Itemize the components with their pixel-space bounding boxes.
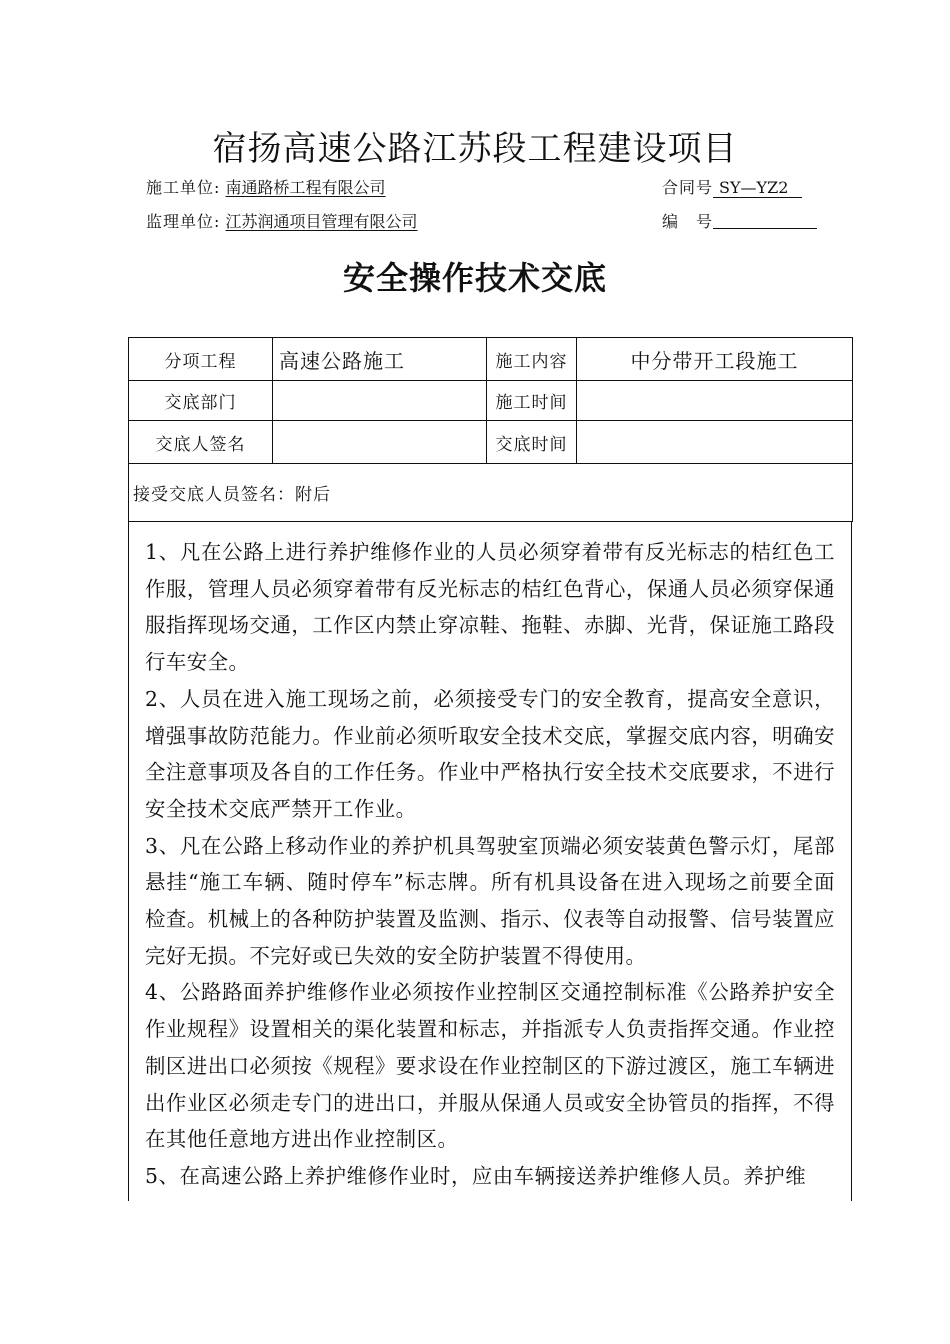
- project-title: 宿扬高速公路江苏段工程建设项目: [212, 129, 738, 169]
- contract-value: SY—YZ2: [713, 179, 802, 198]
- sub-project-label: 分项工程: [129, 338, 273, 381]
- brief-time-value: [577, 421, 853, 464]
- contract-row: [662, 177, 802, 199]
- contract-label: 合同号: [662, 178, 714, 197]
- dept-value: [273, 381, 487, 421]
- time-label: 施工时间: [487, 381, 577, 421]
- supervision-unit-value: 江苏润通项目管理有限公司: [225, 212, 418, 231]
- table-row: [129, 338, 853, 381]
- content-value: 中分带开工段施工: [577, 338, 853, 381]
- document-title: 安全操作技术交底: [342, 259, 607, 297]
- info-table: [128, 337, 853, 522]
- construction-unit-row: [146, 177, 386, 199]
- number-field: [713, 212, 817, 229]
- supervision-unit-label: 监理单位:: [146, 212, 221, 231]
- dept-label: 交底部门: [129, 381, 273, 421]
- signer-value: [273, 421, 487, 464]
- content-label: 施工内容: [487, 338, 577, 381]
- number-row: [662, 211, 817, 233]
- signer-label: 交底人签名: [129, 421, 273, 464]
- paragraph-1: 1、凡在公路上进行养护维修作业的人员必须穿着带有反光标志的桔红色工作服，管理人员必须穿着带有反光标志的桔红色背心，保通人员必须穿保通服指挥现场交通，工作区内禁止穿凉鞋、拖鞋、赤脚、光背，保证施工路段行车安全。: [145, 540, 835, 675]
- time-value: [577, 381, 853, 421]
- construction-unit-value: 南通路桥工程有限公司: [225, 178, 386, 197]
- table-row: [129, 421, 853, 464]
- receivers-signature: 接受交底人员签名：附后: [129, 464, 853, 522]
- table-row: [129, 381, 853, 421]
- table-row: [129, 464, 853, 522]
- construction-unit-label: 施工单位:: [146, 178, 221, 197]
- paragraph-4: 4、公路路面养护维修作业必须按作业控制区交通控制标准《公路养护安全作业规程》设置相关的渠化装置和标志，并指派专人负责指挥交通。作业控制区进出口必须按《规程》要求设在作业控制区的下游过渡区，施工车辆进出作业区必须走专门的进出口，并服从保通人员或安全协管员的指挥，不得在其他任意地方进出作业控制区。: [145, 980, 835, 1152]
- content-cell: [128, 521, 852, 1201]
- paragraph-2: 2、人员在进入施工现场之前，必须接受专门的安全教育，提高安全意识，增强事故防范能力。作业前必须听取安全技术交底，掌握交底内容，明确安全注意事项及各自的工作任务。作业中严格执行安全技术交底要求，不进行安全技术交底严禁开工作业。: [145, 686, 835, 821]
- number-label: 编 号: [662, 212, 714, 231]
- sub-project-value: 高速公路施工: [273, 338, 487, 381]
- paragraph-3: 3、凡在公路上移动作业的养护机具驾驶室顶端必须安装黄色警示灯，尾部悬挂“施工车辆、随时停车”标志牌。所有机具设备在进入现场之前要全面检查。机械上的各种防护装置及监测、指示、仪表等自动报警、信号装置应完好无损。不完好或已失效的安全防护装置不得使用。: [145, 833, 835, 968]
- paragraph-5: 5、在高速公路上养护维修作业时，应由车辆接送养护维修人员。养护维: [145, 1163, 807, 1188]
- supervision-unit-row: [146, 211, 418, 233]
- safety-instructions: [129, 521, 851, 1195]
- brief-time-label: 交底时间: [487, 421, 577, 464]
